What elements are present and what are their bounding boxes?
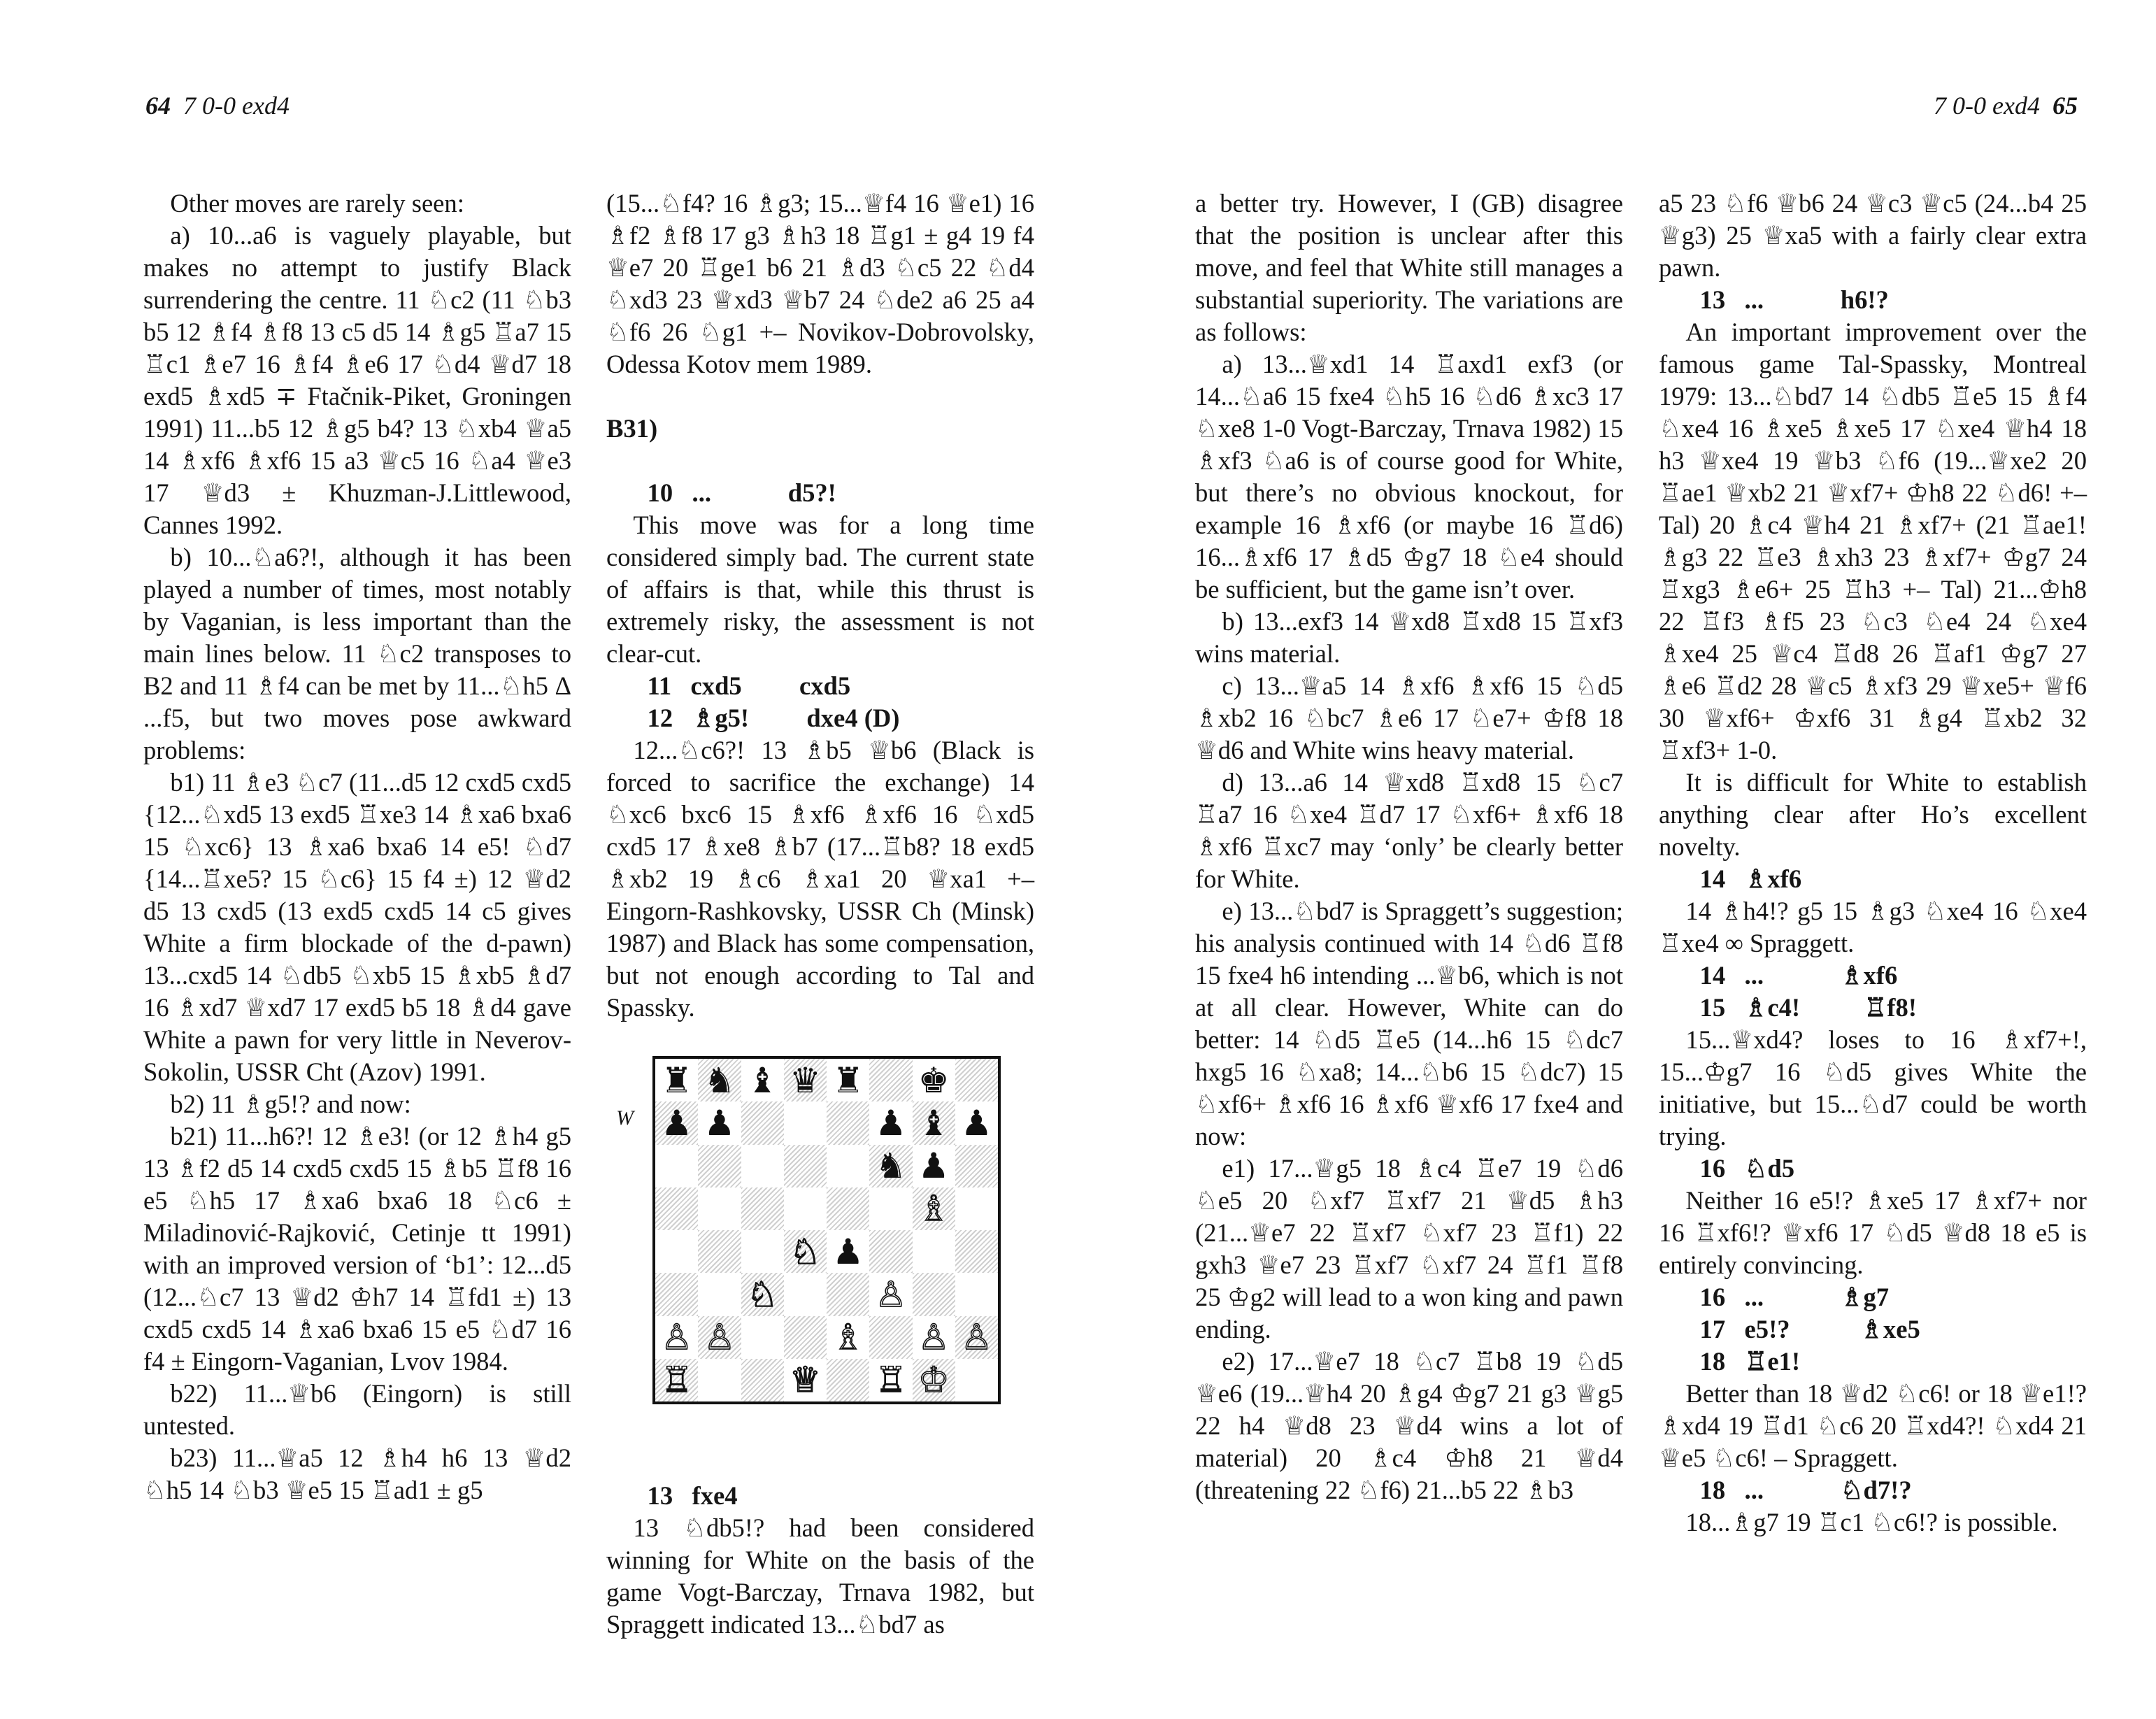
board-square — [913, 1359, 955, 1401]
board-square — [955, 1230, 998, 1273]
board-square — [955, 1316, 998, 1359]
running-title-right: 7 0-0 exd4 — [1934, 92, 2040, 120]
board-square — [827, 1101, 869, 1144]
chess-piece: ♟ — [918, 1146, 950, 1187]
board-square — [827, 1273, 869, 1315]
chess-diagram — [606, 1056, 1034, 1448]
board-square — [827, 1145, 869, 1187]
board-square — [784, 1316, 827, 1359]
board-square — [869, 1359, 912, 1401]
page-number-right: 65 — [2053, 92, 2078, 120]
board-square — [655, 1359, 698, 1401]
chess-piece: ♜ — [661, 1060, 693, 1101]
board-square — [655, 1101, 698, 1144]
running-head-right — [1934, 91, 2078, 120]
board-square — [913, 1101, 955, 1144]
board-square — [913, 1316, 955, 1359]
paragraph: b) 10...♘a6?!, although it has been played a number of times, most notably by Vaganian, is less important than the main lines below. 11 ♘c2 transposes to B2 and 11 ♗f4 can be met by 11...♘h5 Δ ...f5, but two moves pose awkward problems: — [143, 543, 571, 764]
running-head-left — [145, 91, 290, 120]
board-square — [784, 1059, 827, 1101]
board-square — [955, 1273, 998, 1315]
paragraph: Better than 18 ♕d2 ♘c6! or 18 ♕e1!? ♗xd4 19 ♖d1 ♘c6 20 ♖xd4?! ♘xd4 21 ♕e5 ♘c6! – Spraggett. — [1659, 1379, 2087, 1472]
paragraph: e2) 17...♕e7 18 ♘c7 ♖b8 19 ♘d5 ♕e6 (19...♕h4 20 ♗g4 ♔g7 21 g3 ♕g5 22 h4 ♕d8 23 ♕d4 wins a lot of material) 20 ♗c4 ♔h8 21 ♕d4 (threatening 22 ♘f6) 21...b5 22 ♗b3 — [1195, 1347, 1623, 1504]
move-line: 13 fxe4 — [647, 1481, 738, 1510]
chess-piece: ♚ — [918, 1060, 950, 1101]
move-line: 14 ♗xf6 — [1699, 864, 1802, 893]
board-square — [869, 1316, 912, 1359]
paragraph: This move was for a long time considered simply bad. The current state of affairs is that, while this thrust is extremely risky, the assessment is not clear-cut. — [606, 511, 1034, 668]
chess-piece: ♞ — [875, 1146, 907, 1187]
board-square — [741, 1316, 784, 1359]
paragraph: It is difficult for White to establish anything clear after Ho’s excellent novelty. — [1659, 768, 2087, 861]
paragraph: e1) 17...♕g5 18 ♗c4 ♖e7 19 ♘d6 ♘e5 20 ♘xf7 ♖xf7 21 ♕d5 ♗h3 (21...♕e7 22 ♖xf7 ♘xf7 23 ♖f1) 22 gxh3 ♕e7 23 ♖xf7 ♘xf7 24 ♖f1 ♖f8 25 ♔g2 will lead to a won king and pawn ending. — [1195, 1154, 1623, 1343]
paragraph: d) 13...a6 14 ♕xd8 ♖xd8 15 ♘c7 ♖a7 16 ♘xe4 ♖d7 17 ♘xf6+ ♗xf6 18 ♗xf6 ♖xc7 may ‘only’ be clearly better for White. — [1195, 768, 1623, 893]
chess-piece: ♕ — [789, 1360, 821, 1401]
paragraph: a better try. However, I (GB) disagree that the position is unclear after this move, and feel that White still manages a substantial superiority. The variations are as follows: — [1195, 189, 1623, 346]
side-to-move-label: W — [616, 1106, 634, 1129]
paragraph: 14 ♗h4!? g5 15 ♗g3 ♘xe4 16 ♘xe4 ♖xe4 ∞ Spraggett. — [1659, 897, 2087, 957]
board-square — [741, 1145, 784, 1187]
paragraph: b21) 11...h6?! 12 ♗e3! (or 12 ♗h4 g5 13 ♗f2 d5 14 cxd5 cxd5 15 ♗b5 ♖f8 16 e5 ♘h5 17 ♗xa6 bxa6 18 ♘c6 ± Miladinović-Rajković, Cetinje tt 1991) with an improved version of ‘b1’: 12...d5 (12...♘c7 13 ♕d2 ♔h7 14 ♖fd1 ±) 13 cxd5 cxd5 14 ♗xa6 bxa6 15 e5 ♘d7 16 f4 ± Eingorn-Vaganian, Lvov 1984. — [143, 1122, 571, 1376]
paragraph: c) 13...♕a5 14 ♗xf6 ♗xf6 15 ♘d5 ♗xb2 16 ♘bc7 ♗e6 17 ♘e7+ ♔f8 18 ♕d6 and White wins heavy material. — [1195, 671, 1623, 764]
paragraph: Other moves are rarely seen: — [170, 189, 464, 217]
paragraph: a5 23 ♘f6 ♕b6 24 ♕c3 ♕c5 (24...b4 25 ♕g3) 25 ♕xa5 with a fairly clear extra pawn. — [1659, 189, 2087, 282]
chess-board — [652, 1056, 1001, 1404]
move-line: 14 ... ♗xf6 — [1699, 961, 1898, 990]
chess-piece: ♖ — [875, 1360, 907, 1401]
board-square — [955, 1187, 998, 1230]
chess-piece: ♙ — [875, 1274, 907, 1315]
board-square — [827, 1359, 869, 1401]
chess-piece: ♗ — [832, 1317, 864, 1358]
board-square — [955, 1059, 998, 1101]
board-square — [655, 1059, 698, 1101]
paragraph: b) 13...exf3 14 ♕xd8 ♖xd8 15 ♖xf3 wins material. — [1195, 607, 1623, 668]
board-square — [784, 1145, 827, 1187]
board-square — [655, 1316, 698, 1359]
board-square — [655, 1230, 698, 1273]
paragraph: e) 13...♘bd7 is Spraggett’s suggestion; his analysis continued with 14 ♘d6 ♖f8 15 fxe4 h6 intending ...♕b6, which is not at all clear. However, White can do better: 14 ♘d5 ♖e5 (14...h6 15 ♘dc7 hxg5 16 ♘xa8; 14...♘b6 15 ♘dc7) 15 ♘xf6+ ♗xf6 16 ♗xf6 ♕xf6 17 fxe4 and now: — [1195, 897, 1623, 1150]
board-square — [741, 1101, 784, 1144]
chess-piece: ♗ — [918, 1188, 950, 1229]
board-square — [955, 1101, 998, 1144]
chess-piece: ♟ — [960, 1102, 992, 1143]
chess-piece: ♙ — [918, 1317, 950, 1358]
chess-piece: ♛ — [789, 1060, 821, 1101]
board-square — [827, 1316, 869, 1359]
board-square — [869, 1273, 912, 1315]
running-title-left: 7 0-0 exd4 — [183, 92, 290, 120]
paragraph: 18...♗g7 19 ♖c1 ♘c6!? is possible. — [1685, 1508, 2058, 1536]
board-square — [827, 1059, 869, 1101]
paragraph: b23) 11...♕a5 12 ♗h4 h6 13 ♕d2 ♘h5 14 ♘b3 ♕e5 15 ♖ad1 ± g5 — [143, 1443, 571, 1504]
paragraph: 15...♕xd4? loses to 16 ♗xf7+!, 15...♔g7 16 ♘d5 gives White the initiative, but 15...♘d7 could be worth trying. — [1659, 1025, 2087, 1150]
board-square — [955, 1145, 998, 1187]
move-line: 18 ♖e1! — [1699, 1347, 1801, 1376]
paragraph: (15...♘f4? 16 ♗g3; 15...♕f4 16 ♕e1) 16 ♗f2 ♗f8 17 g3 ♗h3 18 ♖g1 ± g4 19 f4 ♕e7 20 ♖ge1 b6 21 ♗d3 ♘c5 22 ♘d4 ♘xd3 23 ♕xd3 ♕b7 24 ♘de2 a6 25 a4 ♘f6 26 ♘g1 +– Novikov-Dobrovolsky, Odessa Kotov mem 1989. — [606, 189, 1034, 378]
board-square — [741, 1273, 784, 1315]
move-line: 12 ♗g5! dxe4 (D) — [647, 704, 900, 732]
paragraph: 12...♘c6?! 13 ♗b5 ♕b6 (Black is forced to sacrifice the exchange) 14 ♘xc6 bxc6 15 ♗xf6 ♗xf6 16 ♘xd5 cxd5 17 ♗xe8 ♗b7 (17...♖b8? 18 exd5 ♗xb2 19 ♗c6 ♗xa1 20 ♕xa1 +– Eingorn-Rashkovsky, USSR Ch (Minsk) 1987) and Black has some compensation, but not enough according to Tal and Spassky. — [606, 736, 1034, 1022]
chess-piece: ♙ — [704, 1317, 736, 1358]
chess-piece: ♘ — [746, 1274, 778, 1315]
move-line: 15 ♗c4! ♖f8! — [1699, 993, 1917, 1022]
chess-piece: ♙ — [661, 1317, 693, 1358]
move-line: 13 ... h6!? — [1699, 285, 1889, 314]
board-square — [913, 1187, 955, 1230]
board-square — [741, 1059, 784, 1101]
board-square — [698, 1230, 741, 1273]
chess-piece: ♞ — [704, 1060, 736, 1101]
board-square — [784, 1359, 827, 1401]
text-column-2 — [606, 187, 1034, 1641]
board-square — [869, 1145, 912, 1187]
section-heading: B31) — [606, 414, 658, 443]
text-column-1 — [143, 187, 571, 1506]
board-square — [698, 1187, 741, 1230]
chess-piece: ♔ — [918, 1360, 950, 1401]
board-square — [869, 1101, 912, 1144]
chess-piece: ♟ — [704, 1102, 736, 1143]
board-square — [741, 1359, 784, 1401]
board-square — [955, 1359, 998, 1401]
chess-piece: ♖ — [661, 1360, 693, 1401]
chess-piece: ♟ — [661, 1102, 693, 1143]
board-square — [698, 1273, 741, 1315]
move-line: 18 ... ♘d7!? — [1699, 1476, 1912, 1504]
chess-piece: ♘ — [789, 1231, 821, 1272]
board-square — [913, 1230, 955, 1273]
chess-piece: ♙ — [960, 1317, 992, 1358]
paragraph: Neither 16 e5!? ♗xe5 17 ♗xf7+ nor 16 ♖xf6!? ♕xf6 17 ♘d5 ♕d8 18 e5 is entirely convincing. — [1659, 1186, 2087, 1279]
board-square — [655, 1273, 698, 1315]
board-square — [698, 1059, 741, 1101]
chess-piece: ♟ — [875, 1102, 907, 1143]
board-square — [784, 1230, 827, 1273]
board-square — [655, 1187, 698, 1230]
board-square — [913, 1059, 955, 1101]
board-square — [655, 1145, 698, 1187]
paragraph: An important improvement over the famous game Tal-Spassky, Montreal 1979: 13...♘bd7 14 ♘db5 ♖e5 15 ♗f4 ♘xe4 16 ♗xe5 ♗xe5 17 ♘xe4 ♕h4 18 h3 ♕xe4 19 ♕b3 ♘f6 (19...♕xe2 20 ♖ae1 ♕xb2 21 ♕xf7+ ♔h8 22 ♘d6! +– Tal) 20 ♗c4 ♕h4 21 ♗xf7+ (21 ♖ae1! ♗g3 22 ♖e3 ♗xh3 23 ♗xf7+ ♔g7 24 ♖xg3 ♗e6+ 25 ♖h3 +– Tal) 21...♔h8 22 ♖f3 ♗f5 23 ♘c3 ♘e4 24 ♘xe4 ♗xe4 25 ♕c4 ♖d8 26 ♖af1 ♔g7 27 ♗e6 ♖d2 28 ♕c5 ♗xf3 29 ♕xe5+ ♕f6 30 ♕xf6+ ♔xf6 31 ♗g4 ♖xb2 32 ♖xf3+ 1-0. — [1659, 318, 2087, 764]
text-column-4 — [1659, 187, 2087, 1539]
move-line: 17 e5!? ♗xe5 — [1699, 1315, 1920, 1343]
board-square — [827, 1230, 869, 1273]
move-line: 10 ... d5?! — [647, 478, 836, 507]
text-column-3 — [1195, 187, 1623, 1506]
board-square — [698, 1359, 741, 1401]
board-square — [784, 1273, 827, 1315]
chess-piece: ♝ — [746, 1060, 778, 1101]
paragraph: a) 10...a6 is vaguely playable, but makes no attempt to justify Black surrendering the centre. 11 ♘c2 (11 ♘b3 b5 12 ♗f4 ♗f8 13 c5 d5 14 ♗g5 ♖a7 15 ♖c1 ♗e7 16 ♗f4 ♗e6 17 ♘d4 ♕d7 18 exd5 ♗xd5 ∓ Ftačnik-Piket, Groningen 1991) 11...b5 12 ♗g5 b4? 13 ♘xb4 ♕a5 14 ♗xf6 ♗xf6 15 a3 ♕c5 16 ♘a4 ♕e3 17 ♕d3 ± Khuzman-J.Littlewood, Cannes 1992. — [143, 221, 571, 539]
move-line: 11 cxd5 cxd5 — [647, 671, 851, 700]
board-square — [913, 1273, 955, 1315]
paragraph: b22) 11...♕b6 (Eingorn) is still untested. — [143, 1379, 571, 1440]
board-square — [698, 1316, 741, 1359]
board-square — [741, 1187, 784, 1230]
page-number-left: 64 — [145, 92, 171, 120]
board-square — [698, 1101, 741, 1144]
move-line: 16 ♘d5 — [1699, 1154, 1794, 1183]
board-square — [827, 1187, 869, 1230]
board-square — [698, 1145, 741, 1187]
move-line: 16 ... ♗g7 — [1699, 1283, 1890, 1311]
paragraph: 13 ♘db5!? had been considered winning for White on the basis of the game Vogt-Barczay, Trnava 1982, but Spraggett indicated 13...♘bd7 as — [606, 1513, 1034, 1639]
board-square — [741, 1230, 784, 1273]
board-square — [869, 1059, 912, 1101]
paragraph: a) 13...♕xd1 14 ♖axd1 exf3 (or 14...♘a6 15 fxe4 ♘h5 16 ♘d6 ♗xc3 17 ♘xe8 1-0 Vogt-Barczay, Trnava 1982) 15 ♗xf3 ♘a6 is of course good for White, but there’s no obvious knockout, for example 16 ♗xf6 (or maybe 16 ♖d6) 16...♗xf6 17 ♗d5 ♔g7 18 ♘e4 should be sufficient, but the game isn’t over. — [1195, 350, 1623, 604]
board-square — [869, 1187, 912, 1230]
board-square — [784, 1187, 827, 1230]
board-square — [913, 1145, 955, 1187]
chess-piece: ♜ — [832, 1060, 864, 1101]
chess-piece: ♝ — [918, 1102, 950, 1143]
board-square — [784, 1101, 827, 1144]
paragraph: b2) 11 ♗g5!? and now: — [170, 1090, 411, 1118]
chess-piece: ♟ — [832, 1231, 864, 1272]
paragraph: b1) 11 ♗e3 ♘c7 (11...d5 12 cxd5 cxd5 {12...♘xd5 13 exd5 ♖xe3 14 ♗xa6 bxa6 15 ♘xc6} 13 ♗xa6 bxa6 14 e5! ♘d7 {14...♖xe5? 15 ♘c6} 15 f4 ±) 12 ♕d2 d5 13 cxd5 (13 exd5 cxd5 14 c5 gives White a firm blockade of the d-pawn) 13...cxd5 14 ♘db5 ♘xb5 15 ♗xb5 ♗d7 16 ♗xd7 ♕xd7 17 exd5 b5 18 ♗d4 gave White a pawn for very little in Neverov-Sokolin, USSR Cht (Azov) 1991. — [143, 768, 571, 1086]
board-square — [869, 1230, 912, 1273]
